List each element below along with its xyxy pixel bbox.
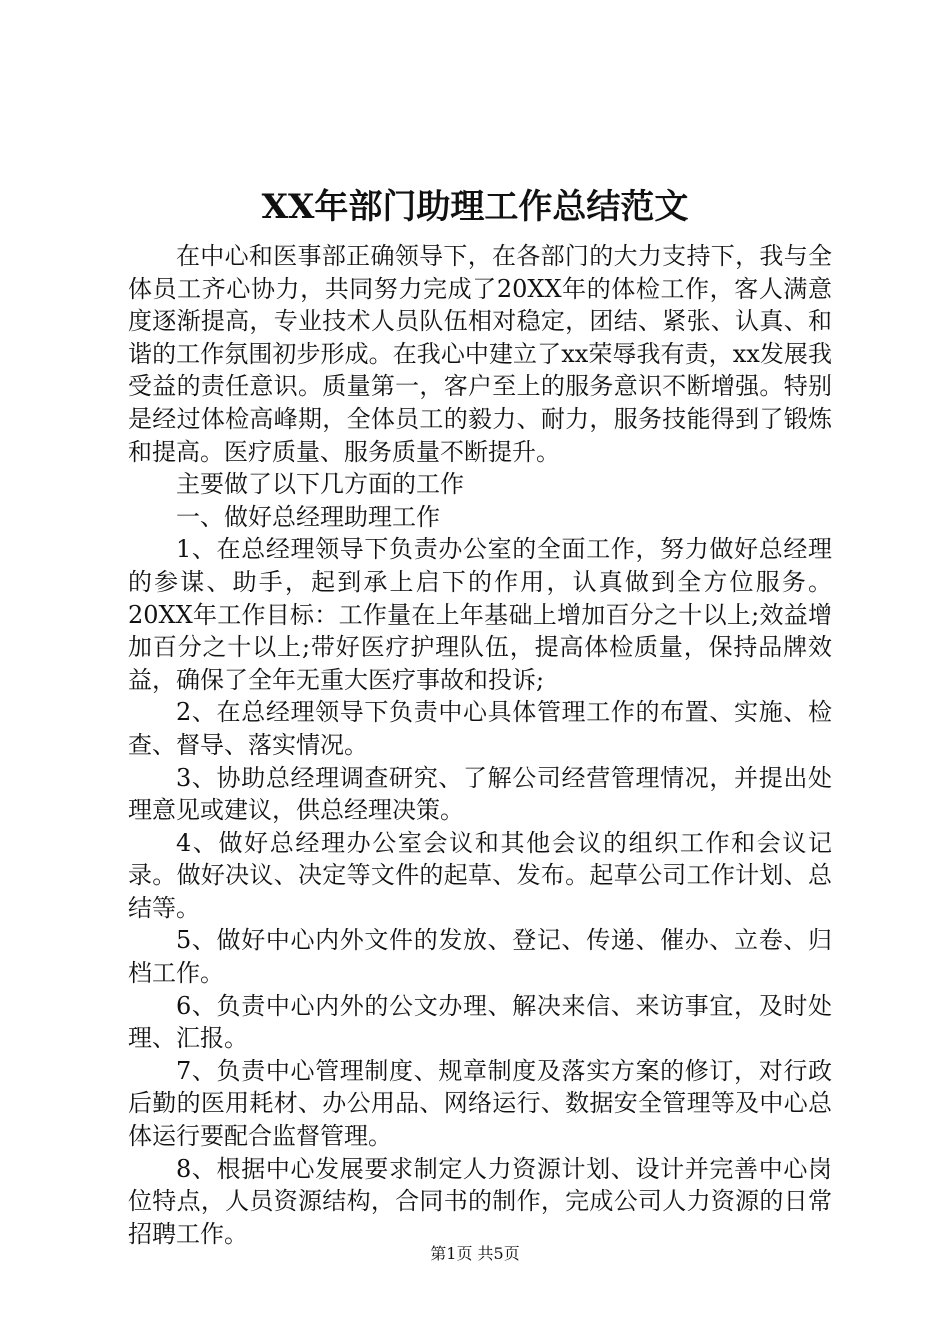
list-item-2: 2、在总经理领导下负责中心具体管理工作的布置、实施、检查、督导、落实情况。 [128, 698, 832, 759]
list-item-5: 5、做好中心内外文件的发放、登记、传递、催办、立卷、归档工作。 [128, 926, 832, 988]
section-heading-1: 一、做好总经理助理工作 [176, 502, 440, 531]
paragraph-intro: 在中心和医事部正确领导下，在各部门的大力支持下，我与全体员工齐心协力，共同努力完成了20XX年的体检工作，客人满意度逐渐提高，专业技术人员队伍相对稳定，团结、紧张、认真、和谐的工作氛围初步形成。在我心中建立了xx荣辱我有责，xx发展我受益的责任意识。质量第一，客户至上的服务意识不断增强。特别是经过体检高峰期，全体员工的毅力、耐力，服务技能得到了锻炼和提高。医疗质量、服务质量不断提升。 [128, 242, 832, 466]
list-item-4: 4、做好总经理办公室会议和其他会议的组织工作和会议记录。做好决议、决定等文件的起草、发布。起草公司工作计划、总结等。 [128, 828, 832, 922]
list-item-7: 7、负责中心管理制度、规章制度及落实方案的修订，对行政后勤的医用耗材、办公用品、网络运行、数据安全管理等及中心总体运行要配合监督管理。 [128, 1056, 832, 1151]
page-number: 第1页 共5页 [430, 1244, 520, 1263]
document-body [128, 240, 832, 1250]
list-item-3: 3、协助总经理调查研究、了解公司经营管理情况，并提出处理意见或建议，供总经理决策。 [128, 763, 832, 825]
paragraph-main-work: 主要做了以下几方面的工作 [176, 470, 464, 499]
list-item-6: 6、负责中心内外的公文办理、解决来信、来访事宜，及时处理、汇报。 [128, 991, 832, 1053]
document-title: XX年部门助理工作总结范文 [261, 187, 689, 227]
list-item-8: 8、根据中心发展要求制定人力资源计划、设计并完善中心岗位特点，人员资源结构，合同书的制作，完成公司人力资源的日常招聘工作。 [128, 1154, 832, 1248]
list-item-1: 1、在总经理领导下负责办公室的全面工作，努力做好总经理的参谋、助手，起到承上启下的作用，认真做到全方位服务。20XX年工作目标：工作量在上年基础上增加百分之十以上;效益增加百分之十以上;带好医疗护理队伍，提高体检质量，保持品牌效益，确保了全年无重大医疗事故和投诉; [128, 535, 832, 694]
